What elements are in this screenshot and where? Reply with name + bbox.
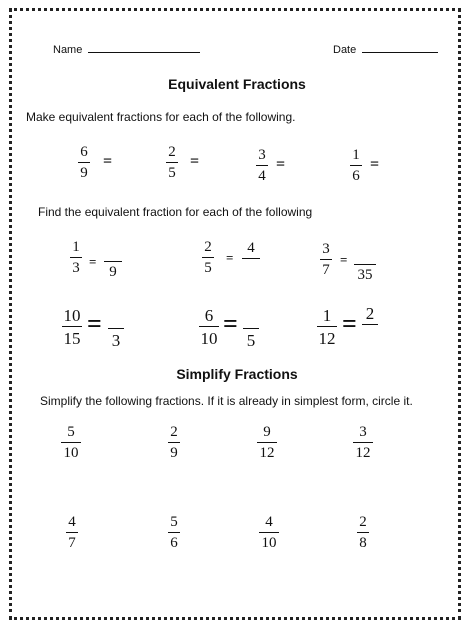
denominator: 12 (318, 329, 336, 349)
numerator: 1 (352, 147, 360, 163)
answer-fraction (243, 309, 259, 349)
denominator: 3 (72, 260, 80, 277)
denominator: 10 (261, 535, 277, 552)
fraction-bar (70, 257, 82, 258)
equals-sign: = (223, 309, 238, 338)
fraction-bar (256, 165, 268, 166)
numerator: 3 (322, 241, 330, 257)
fraction-bar (78, 162, 90, 163)
fraction-bar (166, 162, 178, 163)
fraction-bar (317, 326, 337, 327)
fraction-bar (362, 324, 378, 325)
numerator: 2 (365, 304, 375, 323)
fraction (357, 515, 369, 551)
equals-sign: = (276, 156, 286, 173)
fraction (166, 145, 178, 181)
answer-fraction (362, 305, 378, 345)
name-label: Name (53, 44, 83, 56)
fraction-bar (350, 165, 362, 166)
fraction-bar (168, 532, 180, 533)
fraction (168, 425, 180, 461)
denominator: 12 (259, 445, 275, 462)
equals-sign: = (226, 250, 234, 265)
numerator: 5 (170, 514, 178, 530)
fraction (66, 515, 78, 551)
fraction-bar (199, 326, 219, 327)
numerator: 1 (322, 306, 332, 325)
section1-instruction: Make equivalent fractions for each of the following. (26, 110, 296, 124)
denominator: 10 (63, 445, 79, 462)
equals-sign: = (340, 252, 348, 267)
fraction-bar (104, 261, 122, 262)
fraction-bar (257, 442, 277, 443)
equivalent-fractions-title: Equivalent Fractions (168, 76, 306, 92)
date-blank[interactable] (362, 52, 438, 53)
numerator: 6 (80, 144, 88, 160)
fraction-bar (320, 259, 332, 260)
fraction (259, 515, 279, 551)
denominator: 9 (109, 264, 117, 281)
denominator: 8 (359, 535, 367, 552)
answer-fraction (354, 247, 376, 283)
answer-fraction (242, 241, 260, 277)
numerator: 4 (68, 514, 76, 530)
numerator: 2 (359, 514, 367, 530)
equals-sign: = (342, 309, 357, 338)
fraction (257, 425, 277, 461)
denominator: 6 (352, 168, 360, 185)
fraction-bar (354, 264, 376, 265)
fraction-bar (202, 257, 214, 258)
fraction-bar (243, 328, 259, 329)
fraction (199, 307, 219, 347)
denominator: 3 (111, 331, 121, 351)
fraction (78, 145, 90, 181)
numerator: 2 (168, 144, 176, 160)
date-field (333, 44, 438, 56)
numerator: 9 (263, 424, 271, 440)
name-field (53, 44, 200, 56)
section3-instruction: Simplify the following fractions. If it is already in simplest form, circle it. (40, 394, 413, 408)
fraction (168, 515, 180, 551)
fraction-bar (353, 442, 373, 443)
numerator: 4 (247, 240, 255, 256)
denominator: 10 (200, 329, 218, 349)
fraction (70, 240, 82, 276)
fraction (350, 148, 362, 184)
denominator: 9 (170, 445, 178, 462)
numerator: 2 (170, 424, 178, 440)
numerator: 4 (265, 514, 273, 530)
fraction (202, 240, 214, 276)
denominator: 9 (80, 165, 88, 182)
denominator: 6 (170, 535, 178, 552)
denominator: 5 (168, 165, 176, 182)
denominator: 7 (68, 535, 76, 552)
fraction (353, 425, 373, 461)
fraction (61, 425, 81, 461)
fraction-bar (242, 258, 260, 259)
denominator: 35 (357, 267, 373, 284)
fraction (317, 307, 337, 347)
denominator: 7 (322, 262, 330, 279)
numerator: 3 (258, 147, 266, 163)
date-label: Date (333, 44, 357, 56)
fraction-bar (62, 326, 82, 327)
equals-sign: = (89, 254, 97, 269)
equals-sign: = (370, 156, 380, 173)
answer-fraction (104, 244, 122, 280)
denominator: 5 (246, 331, 256, 351)
simplify-fractions-title: Simplify Fractions (176, 366, 298, 382)
numerator: 1 (72, 239, 80, 255)
denominator: 5 (204, 260, 212, 277)
answer-fraction (108, 309, 124, 349)
numerator: 2 (204, 239, 212, 255)
fraction-bar (357, 532, 369, 533)
equals-sign: = (190, 153, 200, 170)
numerator: 5 (67, 424, 75, 440)
numerator: 3 (359, 424, 367, 440)
equals-sign: = (87, 309, 102, 338)
fraction-bar (259, 532, 279, 533)
denominator: 4 (258, 168, 266, 185)
equals-sign: = (103, 153, 113, 170)
numerator: 6 (204, 306, 214, 325)
fraction (62, 307, 82, 347)
denominator: 12 (355, 445, 371, 462)
fraction-bar (168, 442, 180, 443)
fraction-bar (66, 532, 78, 533)
name-blank[interactable] (88, 52, 200, 53)
numerator: 10 (63, 306, 81, 325)
fraction (256, 148, 268, 184)
fraction (320, 242, 332, 278)
fraction-bar (61, 442, 81, 443)
denominator: 15 (63, 329, 81, 349)
section2-instruction: Find the equivalent fraction for each of the following (38, 205, 313, 219)
fraction-bar (108, 328, 124, 329)
